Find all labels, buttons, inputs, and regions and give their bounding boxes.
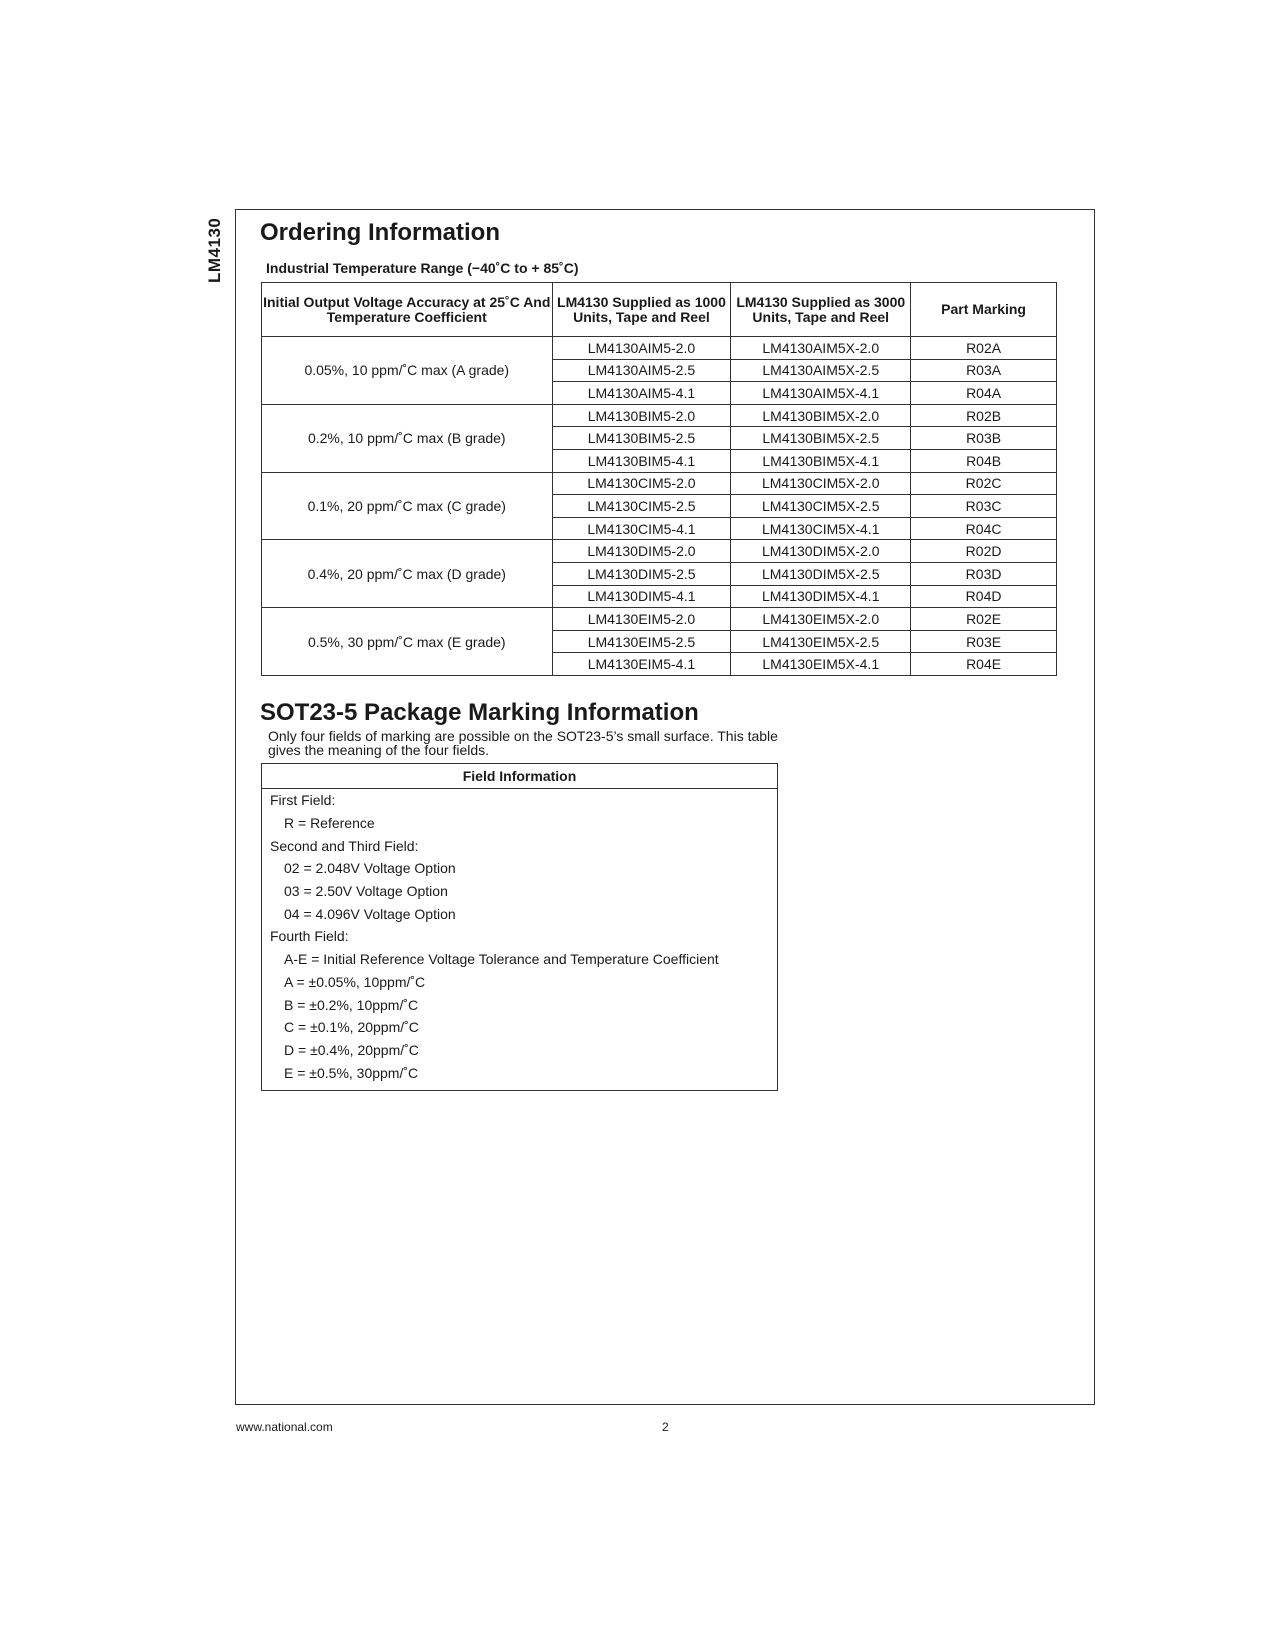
part-3000-cell: LM4130DIM5X-2.5 [731, 562, 911, 585]
table-row [262, 608, 1057, 631]
part-3000-cell: LM4130CIM5X-4.1 [731, 517, 911, 540]
marking-cell: R02D [911, 540, 1057, 563]
marking-title: SOT23-5 Package Marking Information [260, 699, 699, 726]
part-3000-cell: LM4130DIM5X-4.1 [731, 585, 911, 608]
list-item [262, 925, 778, 948]
list-item [262, 948, 778, 971]
header-1000-units: LM4130 Supplied as 1000 Units, Tape and Reel [552, 283, 731, 337]
header-accuracy: Initial Output Voltage Accuracy at 25˚C And Temperature Coefficient [262, 283, 553, 337]
list-item [262, 1039, 778, 1062]
list-item [262, 971, 778, 994]
table-row [262, 404, 1057, 427]
marking-cell: R02B [911, 404, 1057, 427]
ordering-header-row [262, 283, 1057, 337]
grade-cell: 0.5%, 30 ppm/˚C max (E grade) [262, 608, 553, 676]
list-item [262, 834, 778, 857]
part-1000-cell: LM4130AIM5-2.5 [552, 359, 731, 382]
grade-cell: 0.05%, 10 ppm/˚C max (A grade) [262, 337, 553, 405]
part-1000-cell: LM4130CIM5-4.1 [552, 517, 731, 540]
marking-cell: R04E [911, 653, 1057, 676]
field-header: Field Information [262, 764, 778, 789]
grade-cell: 0.1%, 20 ppm/˚C max (C grade) [262, 472, 553, 540]
part-1000-cell: LM4130BIM5-2.5 [552, 427, 731, 450]
part-3000-cell: LM4130BIM5X-4.1 [731, 449, 911, 472]
field-line: R = Reference [284, 815, 375, 832]
field-line: D = ±0.4%, 20ppm/˚C [284, 1041, 419, 1058]
marking-cell: R04C [911, 517, 1057, 540]
part-1000-cell: LM4130CIM5-2.5 [552, 495, 731, 518]
grade-cell: 0.4%, 20 ppm/˚C max (D grade) [262, 540, 553, 608]
marking-cell: R02A [911, 337, 1057, 360]
part-1000-cell: LM4130CIM5-2.0 [552, 472, 731, 495]
field-line: First Field: [270, 792, 336, 809]
part-3000-cell: LM4130BIM5X-2.0 [731, 404, 911, 427]
temperature-range-subheading: Industrial Temperature Range (−40˚C to + 85˚C) [266, 260, 579, 276]
field-line: 04 = 4.096V Voltage Option [284, 905, 456, 922]
marking-cell: R03E [911, 630, 1057, 653]
part-3000-cell: LM4130CIM5X-2.5 [731, 495, 911, 518]
list-item [262, 1016, 778, 1039]
part-1000-cell: LM4130AIM5-2.0 [552, 337, 731, 360]
part-1000-cell: LM4130DIM5-4.1 [552, 585, 731, 608]
list-item [262, 880, 778, 903]
part-1000-cell: LM4130DIM5-2.5 [552, 562, 731, 585]
marking-cell: R03A [911, 359, 1057, 382]
list-item [262, 993, 778, 1016]
part-3000-cell: LM4130AIM5X-2.5 [731, 359, 911, 382]
part-1000-cell: LM4130EIM5-4.1 [552, 653, 731, 676]
part-1000-cell: LM4130DIM5-2.0 [552, 540, 731, 563]
part-3000-cell: LM4130CIM5X-2.0 [731, 472, 911, 495]
part-3000-cell: LM4130EIM5X-4.1 [731, 653, 911, 676]
marking-cell: R03D [911, 562, 1057, 585]
part-1000-cell: LM4130EIM5-2.5 [552, 630, 731, 653]
marking-intro: Only four fields of marking are possible on the SOT23-5’s small surface. This table gives the meaning of the four fields. [268, 728, 778, 758]
grade-cell: 0.2%, 10 ppm/˚C max (B grade) [262, 404, 553, 472]
field-line: 03 = 2.50V Voltage Option [284, 883, 448, 900]
marking-cell: R03C [911, 495, 1057, 518]
part-1000-cell: LM4130BIM5-2.0 [552, 404, 731, 427]
part-3000-cell: LM4130BIM5X-2.5 [731, 427, 911, 450]
marking-cell: R04A [911, 382, 1057, 405]
table-row [262, 472, 1057, 495]
table-row [262, 337, 1057, 360]
marking-cell: R03B [911, 427, 1057, 450]
page-number: 2 [662, 1420, 669, 1434]
part-1000-cell: LM4130BIM5-4.1 [552, 449, 731, 472]
part-1000-cell: LM4130EIM5-2.0 [552, 608, 731, 631]
field-header-row [262, 764, 778, 789]
field-line: A = ±0.05%, 10ppm/˚C [284, 973, 426, 990]
part-1000-cell: LM4130AIM5-4.1 [552, 382, 731, 405]
field-line: Second and Third Field: [270, 837, 419, 854]
field-information-table [261, 763, 778, 1091]
list-item [262, 902, 778, 925]
part-3000-cell: LM4130AIM5X-2.0 [731, 337, 911, 360]
list-item [262, 812, 778, 835]
header-part-marking: Part Marking [911, 283, 1057, 337]
field-line: B = ±0.2%, 10ppm/˚C [284, 996, 419, 1013]
field-line: C = ±0.1%, 20ppm/˚C [284, 1019, 419, 1036]
part-3000-cell: LM4130AIM5X-4.1 [731, 382, 911, 405]
marking-cell: R02E [911, 608, 1057, 631]
list-item [262, 857, 778, 880]
list-item [262, 789, 778, 812]
header-3000-units: LM4130 Supplied as 3000 Units, Tape and Reel [731, 283, 911, 337]
ordering-title: Ordering Information [260, 219, 500, 246]
field-line: Fourth Field: [270, 928, 349, 945]
part-3000-cell: LM4130EIM5X-2.0 [731, 608, 911, 631]
field-line: 02 = 2.048V Voltage Option [284, 860, 456, 877]
table-row [262, 540, 1057, 563]
field-line: A-E = Initial Reference Voltage Tolerance and Temperature Coefficient [284, 951, 719, 968]
field-line: E = ±0.5%, 30ppm/˚C [284, 1064, 419, 1081]
marking-cell: R04D [911, 585, 1057, 608]
footer-website-link[interactable]: www.national.com [236, 1420, 333, 1434]
side-part-label: LM4130 [205, 217, 224, 283]
marking-cell: R04B [911, 449, 1057, 472]
list-item [262, 1061, 778, 1090]
part-3000-cell: LM4130DIM5X-2.0 [731, 540, 911, 563]
ordering-table [261, 282, 1057, 676]
part-3000-cell: LM4130EIM5X-2.5 [731, 630, 911, 653]
marking-cell: R02C [911, 472, 1057, 495]
